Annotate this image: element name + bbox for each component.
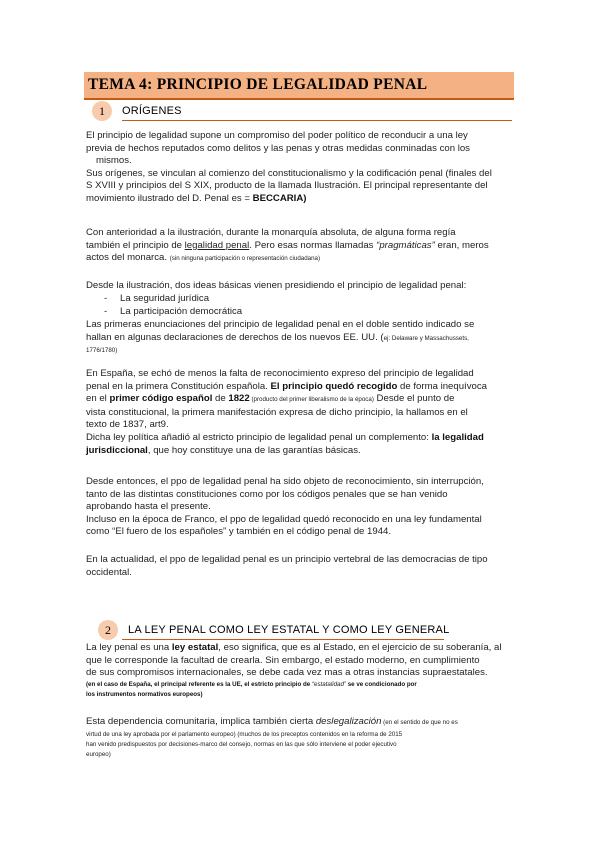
text-line: (en el caso de España, el principal referente es la UE, el estricto principio de “estatalidad” se ve condicionado por [86,680,417,688]
paragraph-5 [86,368,516,457]
paragraph-4b [86,319,516,358]
text-line: han venido predispuestos por decisiones-marco del consejo, normas en las que sólo interviene el poder ejecutivo [86,740,397,748]
text-line: previa de hechos reputados como delitos y las penas y otras medidas conminadas con los [86,142,470,154]
section-2-number: 2 [98,620,118,640]
text-line: En España, se echó de menos la falta de reconocimiento expreso del principio de legalidad [86,368,474,379]
text-line: tanto de las distintas constituciones como por los códigos penales que se han venido [86,488,448,500]
text-line: El principio de legalidad supone un compromiso del poder político de reconducir a una ley [86,130,468,141]
text-line: Dicha ley política añadió al estricto principio de legalidad penal un complemento: la legalidad [86,431,484,443]
text-line: Desde entonces, el ppo de legalidad penal ha sido objeto de reconocimiento, sin interrupción, [86,476,484,487]
title-banner [84,72,514,100]
text-line: también el principio de legalidad penal. Pero esas normas llamadas “pragmáticas” eran, meros [86,239,489,251]
text-line: Sus orígenes, se vinculan al comienzo del constitucionalismo y la codificación penal (finales del [86,167,492,179]
paragraph-1 [86,130,516,206]
page-title: TEMA 4: PRINCIPIO DE LEGALIDAD PENAL [88,76,428,93]
section-1-number: 1 [92,101,112,121]
text-line: texto de 1837, art9. [86,419,169,431]
text-line: En la actualidad, el ppo de legalidad penal es un principio vertebral de las democracias de tipo [86,554,488,565]
text-line: movimiento ilustrado del D. Penal es = BECCARIA) [86,192,307,204]
text-line: europeo) [86,750,111,758]
text-line: virtud de una ley aprobada por el parlamento europeo) (muchos de los preceptos contenidos en la reforma de 2015 [86,730,403,738]
text-line: Incluso en la época de Franco, el ppo de legalidad quedó reconocido en una ley fundamental [86,513,482,525]
text-line: mismos. [96,155,132,167]
section-2-heading [98,620,449,640]
section-2-label: LA LEY PENAL COMO LEY ESTATAL Y COMO LEY GENERAL [128,624,450,636]
text-line: occidental. [86,566,132,578]
text-line: penal en la primera Constitución española. El principio quedó recogido de forma inequívoca [86,380,487,392]
bullet-item: - La participación democrática [104,306,243,317]
text-line: como “El fuero de los españoles” y también en el código penal de 1944. [86,526,392,538]
text-line: jurisdiccional, que hoy constituye una de las garantías básicas. [86,444,361,456]
paragraph-3 [86,227,516,266]
section-1-heading [92,101,182,121]
text-line: aprobando hasta el presente. [86,501,211,513]
text-line: en el primer código español de 1822 (producto del primer liberalismo de la época) Desde el punto de [86,393,455,405]
text-line: vista constitucional, la primera manifestación expresa de dicho principio, la hallamos en el [86,406,468,418]
text-line: Con anterioridad a la ilustración, durante la monarquía absoluta, de alguna forma regía [86,227,456,238]
text-line: La ley penal es una ley estatal, eso significa, que es al Estado, en el ejercicio de su soberanía, al [86,642,502,653]
section-2-rule [122,639,444,640]
paragraph-4 [86,280,516,293]
paragraph-7 [86,554,516,579]
text-line: Esta dependencia comunitaria, implica también cierta deslegalización (en el sentido de que no es [86,716,458,727]
section-1-label: ORÍGENES [122,105,182,117]
text-line: los instrumentos normativos europeos) [86,690,203,698]
text-line: Las primeras enunciaciones del principio de legalidad penal en el doble sentido indicado se [86,319,475,330]
paragraph-9 [86,716,516,760]
text-line: que le corresponde la facultad de crearla. Sin embargo, el estado moderno, en cumplimiento [86,654,480,666]
section-1-rule [122,120,512,121]
text-line: 1776/1780) [86,347,118,355]
bullet-item: - La seguridad jurídica [104,293,210,304]
text-line: S XVIII y principios del S XIX, producto de la llamada Ilustración. El principal representante del [86,180,488,192]
text-line: Desde la ilustración, dos ideas básicas vienen presidiendo el principio de legalidad penal: [86,280,467,291]
text-line: hallan en algunas declaraciones de derechos de los nuevos EE. UU. (ej: Delaware y Massachussets, [86,331,469,343]
text-line: actos del monarca. (sin ninguna participación o representación ciudadana) [86,252,321,264]
paragraph-8 [86,642,516,700]
text-line: de sus compromisos internacionales, se debe cada vez mas a otras instancias supraestatales. [86,667,488,679]
paragraph-6 [86,476,516,539]
